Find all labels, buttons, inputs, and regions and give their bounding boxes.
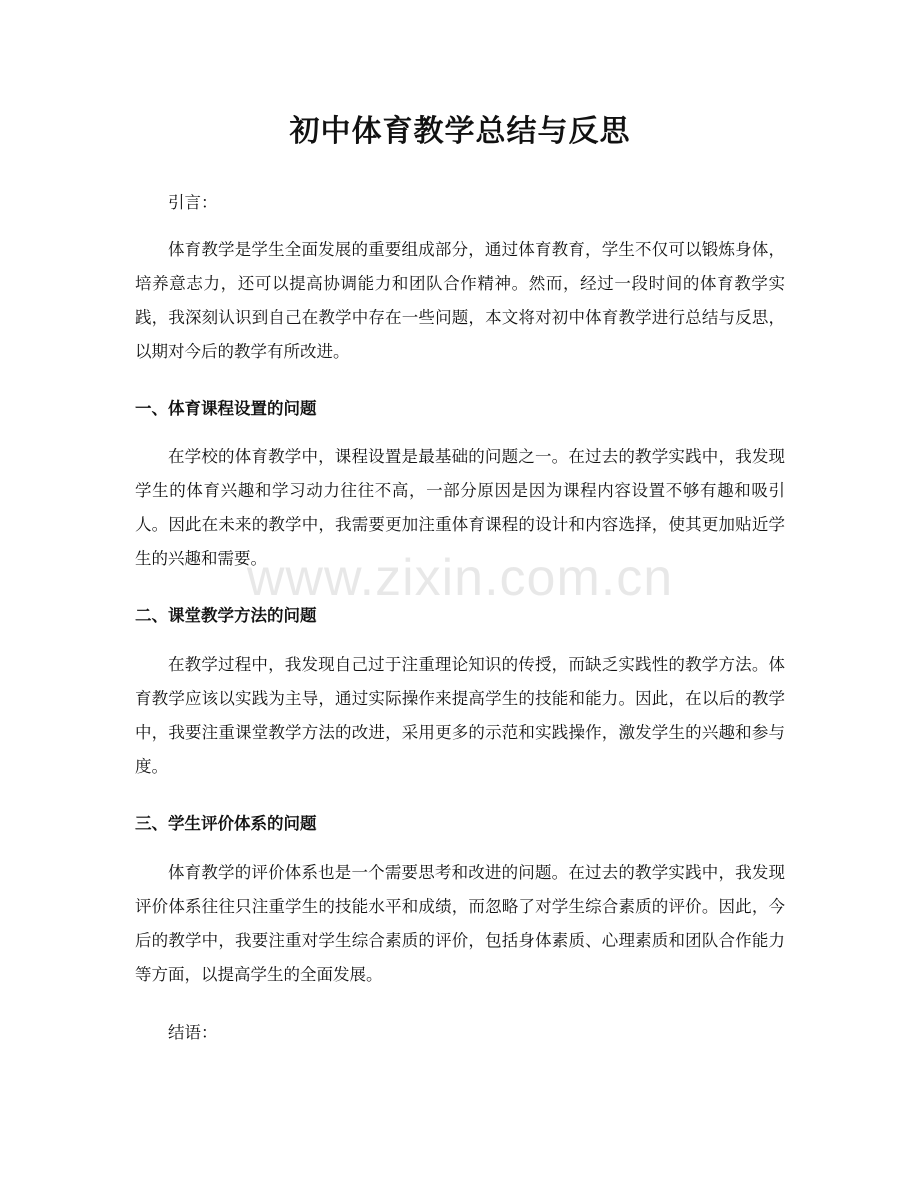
section-paragraph-1: 在学校的体育教学中，课程设置是最基础的问题之一。在过去的教学实践中，我发现学生的体育兴趣和学习动力往往不高，一部分原因是因为课程内容设置不够有趣和吸引人。因此在未来的教学中，我需要更加注重体育课程的设计和内容选择，使其更加贴近学生的兴趣和需要。 <box>135 447 785 568</box>
section-paragraph-3: 体育教学的评价体系也是一个需要思考和改进的问题。在过去的教学实践中，我发现评价体系往往只注重学生的技能水平和成绩，而忽略了对学生综合素质的评价。因此，今后的教学中，我要注重对学生综合素质的评价，包括身体素质、心理素质和团队合作能力等方面，以提高学生的全面发展。 <box>135 863 785 984</box>
section-heading-2: 二、课堂教学方法的问题 <box>135 606 317 625</box>
section-heading-1: 一、体育课程设置的问题 <box>135 399 317 418</box>
watermark-text: www.zixin.com.cn <box>246 549 674 607</box>
section-paragraph-2: 在教学过程中，我发现自己过于注重理论知识的传授，而缺乏实践性的教学方法。体育教学应该以实践为主导，通过实际操作来提高学生的技能和能力。因此，在以后的教学中，我要注重课堂教学方法的改进，采用更多的示范和实践操作，激发学生的兴趣和参与度。 <box>135 655 785 776</box>
intro-paragraph: 体育教学是学生全面发展的重要组成部分，通过体育教育，学生不仅可以锻炼身体，培养意志力，还可以提高协调能力和团队合作精神。然而，经过一段时间的体育教学实践，我深刻认识到自己在教学中存在一些问题，本文将对初中体育教学进行总结与反思，以期对今后的教学有所改进。 <box>135 240 785 361</box>
section-heading-3: 三、学生评价体系的问题 <box>135 814 317 833</box>
conclusion-label: 结语： <box>168 1023 218 1042</box>
intro-label: 引言： <box>168 193 218 212</box>
document-title: 初中体育教学总结与反思 <box>289 114 631 149</box>
